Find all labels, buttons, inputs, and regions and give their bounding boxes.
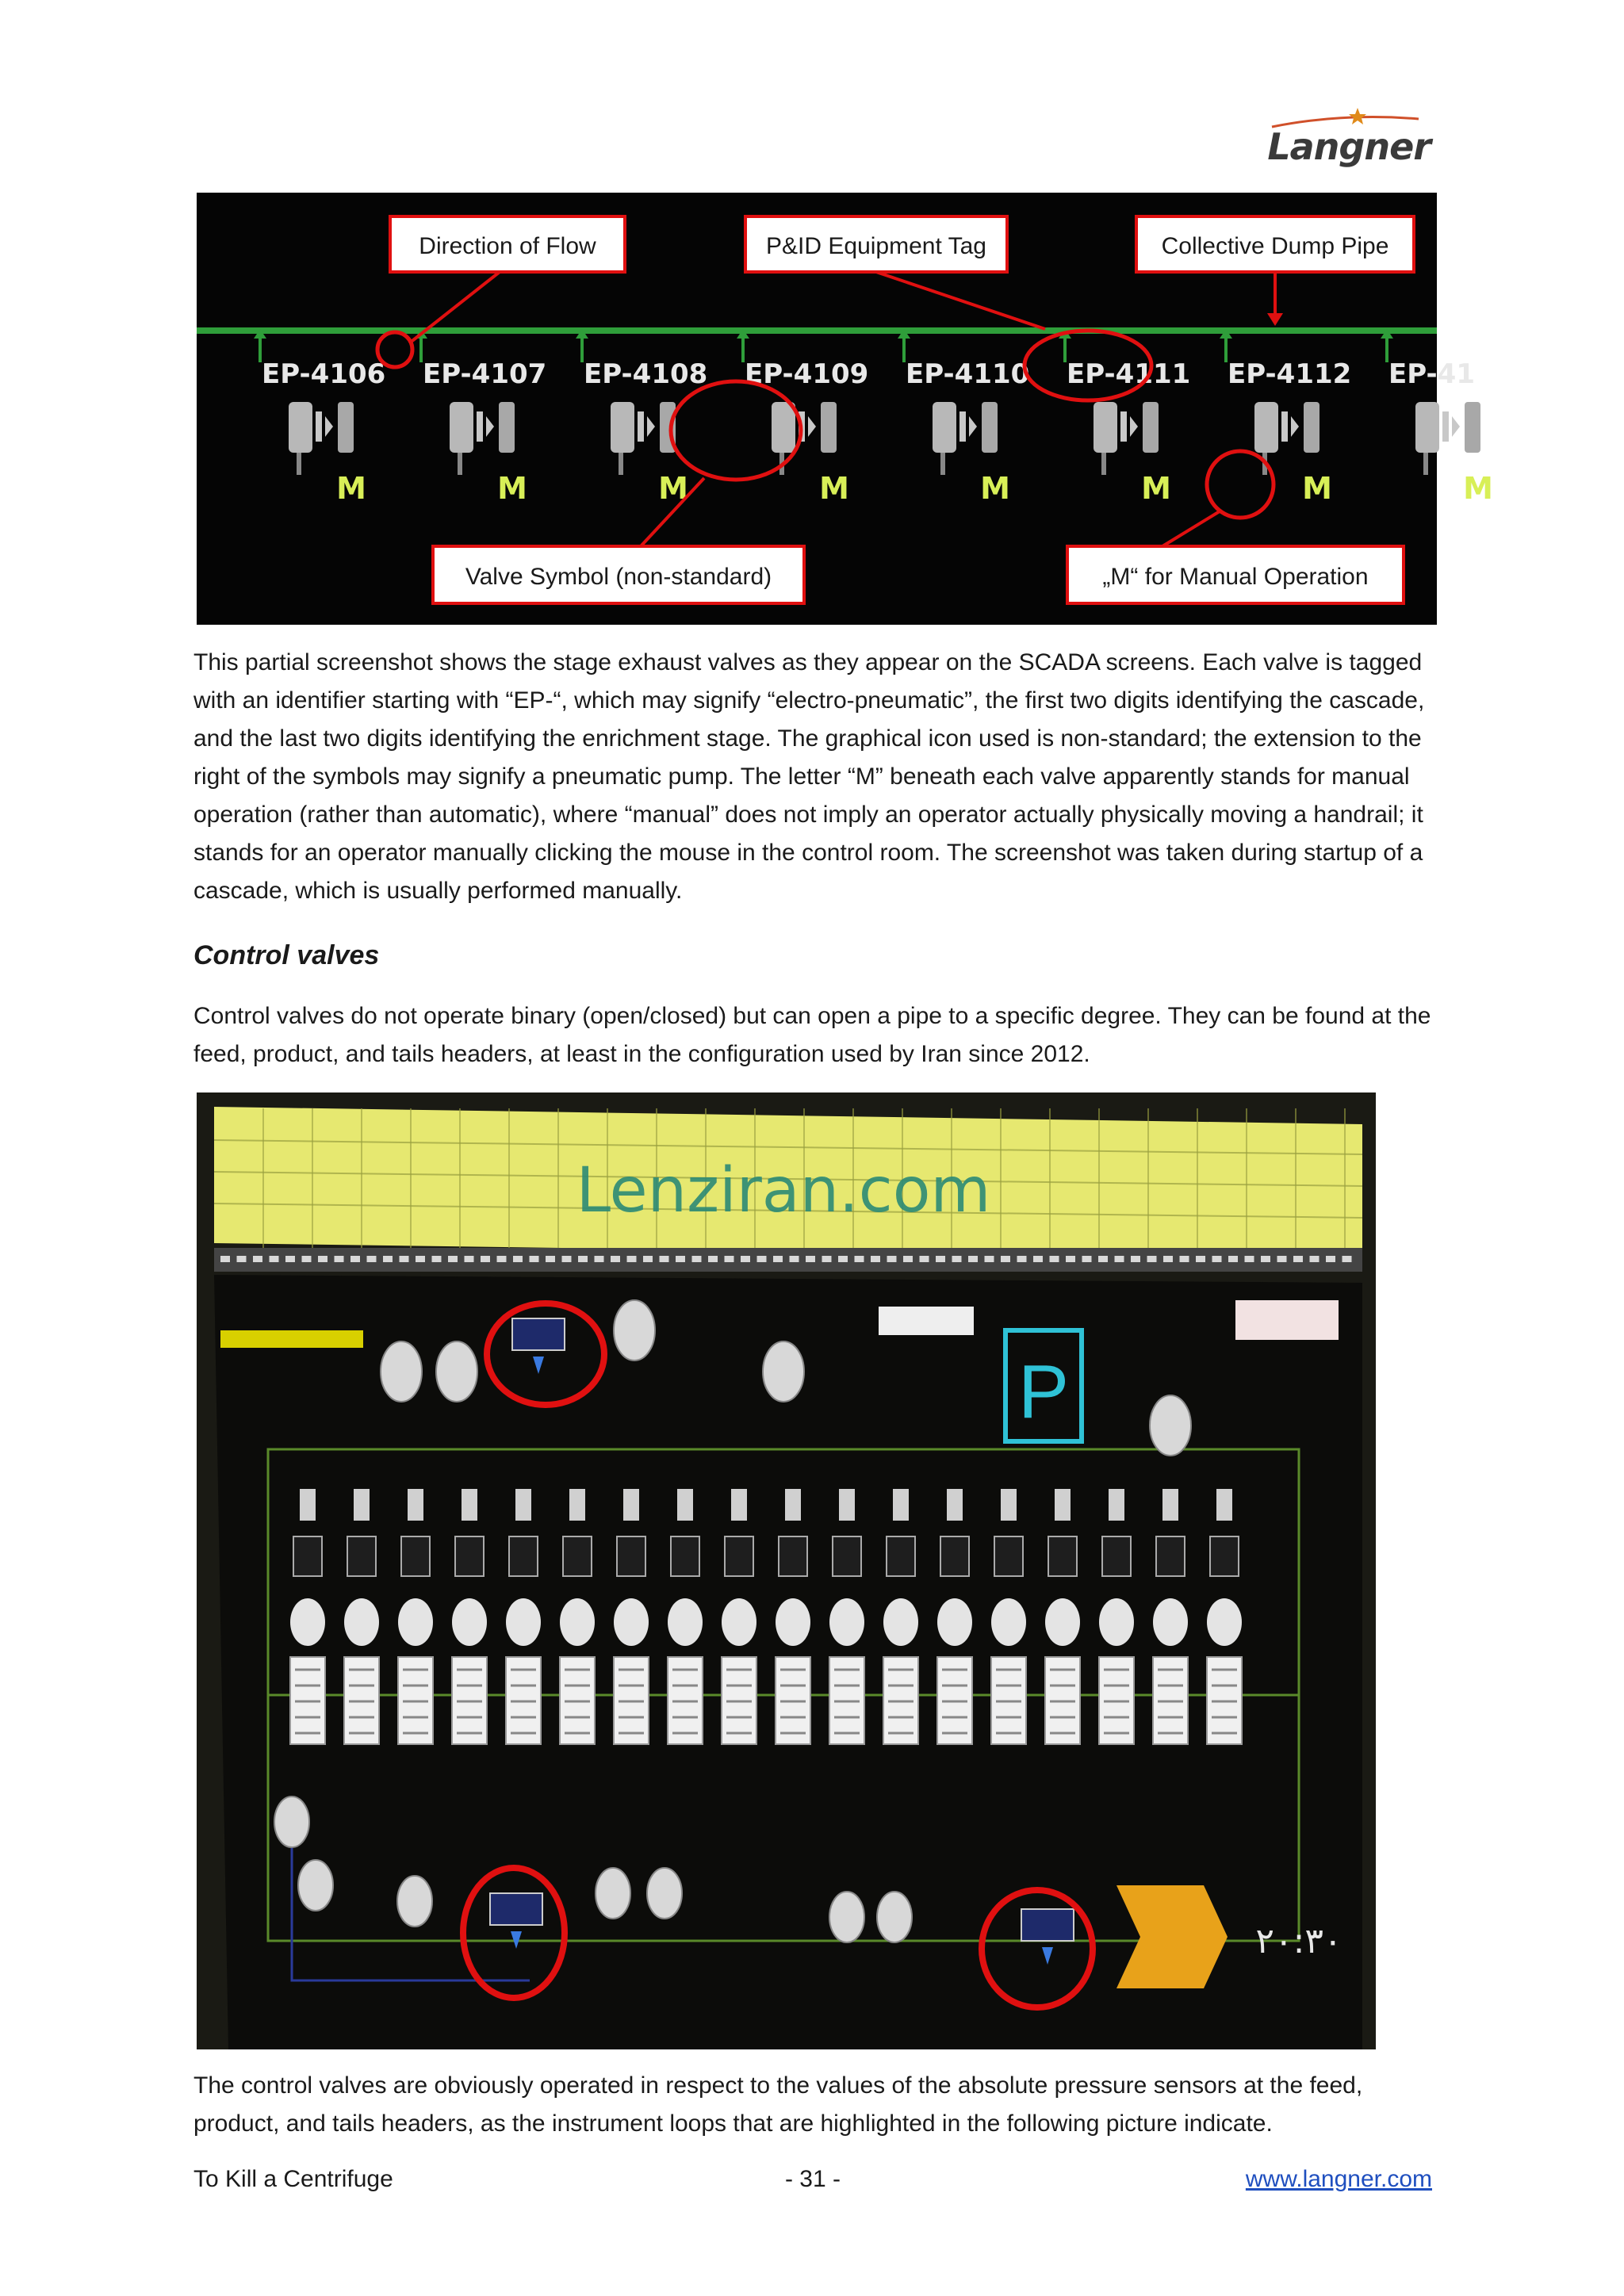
band-dash xyxy=(367,1256,377,1262)
band-dash xyxy=(757,1256,767,1262)
band-dash xyxy=(335,1256,344,1262)
band-dash xyxy=(676,1256,685,1262)
band-dash xyxy=(1082,1256,1092,1262)
pressure-gauge xyxy=(298,1860,333,1911)
pressure-gauge xyxy=(274,1797,309,1847)
band-dash xyxy=(1196,1256,1205,1262)
band-dash xyxy=(448,1256,458,1262)
letter-indicator: P xyxy=(1017,1349,1070,1434)
pressure-gauge xyxy=(381,1341,422,1402)
band-dash xyxy=(1245,1256,1254,1262)
band-dash xyxy=(513,1256,523,1262)
control-valve-box xyxy=(512,1318,565,1350)
indicator-strip xyxy=(220,1330,363,1348)
band-dash xyxy=(318,1256,327,1262)
band-dash xyxy=(773,1256,783,1262)
band-dash xyxy=(1163,1256,1173,1262)
exhaust-valves-diagram xyxy=(197,193,1493,625)
band-dash xyxy=(302,1256,312,1262)
footer-title: To Kill a Centrifuge xyxy=(193,2166,393,2192)
manual-mode-label: M xyxy=(980,471,1010,506)
band-dash xyxy=(497,1256,507,1262)
dump-pipe-line xyxy=(197,327,1437,334)
flow-highlight-circle xyxy=(377,332,412,367)
band-dash xyxy=(1115,1256,1124,1262)
band-dash xyxy=(790,1256,799,1262)
band-dash xyxy=(400,1256,409,1262)
status-box xyxy=(1235,1300,1339,1340)
control-valve-box xyxy=(1021,1909,1074,1941)
band-dash xyxy=(968,1256,978,1262)
figure-control-valves-screen xyxy=(197,1093,1376,2049)
band-dash xyxy=(855,1256,864,1262)
band-dash xyxy=(1001,1256,1010,1262)
band-dash xyxy=(1050,1256,1059,1262)
band-dash xyxy=(1033,1256,1043,1262)
band-dash xyxy=(220,1256,230,1262)
band-dash xyxy=(1310,1256,1320,1262)
band-dash xyxy=(270,1256,279,1262)
band-dash xyxy=(741,1256,750,1262)
manual-mode-label: M xyxy=(819,471,849,506)
valve-symbol-icon xyxy=(289,402,354,475)
manual-mode-label: M xyxy=(658,471,688,506)
footer-link[interactable]: www.langner.com xyxy=(1245,2166,1432,2192)
band-dash xyxy=(806,1256,815,1262)
valve-tag: EP-4106 xyxy=(262,358,386,390)
band-dash xyxy=(465,1256,474,1262)
valve-tag: EP-4112 xyxy=(1228,358,1352,390)
band-dash xyxy=(822,1256,832,1262)
manual-mode-label: M xyxy=(336,471,366,506)
langner-logo xyxy=(1256,101,1431,173)
band-dash xyxy=(1228,1256,1238,1262)
pressure-gauge xyxy=(647,1868,682,1919)
valve-tag: EP-4111 xyxy=(1067,358,1191,390)
control-valve-box xyxy=(490,1893,542,1925)
paragraph-control-valves: Control valves do not operate binary (open/closed) but can open a pipe to a specific degree. They can be found at the feed, product, and tails headers, at least in the configuration used by Iran since 2012. xyxy=(193,1003,1431,1067)
band-dash xyxy=(481,1256,490,1262)
clock-readout: ۲۰:۳۰ xyxy=(1255,1921,1342,1961)
pressure-gauge xyxy=(614,1300,655,1360)
band-dash xyxy=(578,1256,588,1262)
band-dash xyxy=(887,1256,897,1262)
band-dash xyxy=(237,1256,247,1262)
callout-direction-of-flow: Direction of Flow xyxy=(419,233,596,259)
valve-tag: EP-4107 xyxy=(423,358,547,390)
pressure-gauge xyxy=(397,1876,432,1927)
band-dash xyxy=(660,1256,669,1262)
valve-tag: EP-4108 xyxy=(584,358,708,390)
band-dash xyxy=(838,1256,848,1262)
band-dash xyxy=(432,1256,442,1262)
valve-symbol-icon xyxy=(933,402,998,475)
callout-equipment-tag: P&ID Equipment Tag xyxy=(766,233,986,259)
band-dash xyxy=(1293,1256,1303,1262)
band-dash xyxy=(1066,1256,1075,1262)
band-dash xyxy=(1277,1256,1287,1262)
band-dash xyxy=(595,1256,604,1262)
manual-mode-label: M xyxy=(1302,471,1332,506)
callout-valve-symbol: Valve Symbol (non-standard) xyxy=(465,564,772,590)
band-dash xyxy=(611,1256,620,1262)
band-dash xyxy=(562,1256,572,1262)
valve-symbol-icon xyxy=(450,402,515,475)
manual-mode-label: M xyxy=(1463,471,1493,506)
band-dash xyxy=(1131,1256,1140,1262)
band-dash xyxy=(253,1256,262,1262)
band-dash xyxy=(643,1256,653,1262)
page-number: - 31 - xyxy=(784,2166,841,2192)
section-heading-control-valves: Control valves xyxy=(193,940,380,970)
watermark-text: Lenziran.com xyxy=(576,1155,991,1226)
pressure-gauge xyxy=(829,1892,864,1942)
manual-highlight-circle xyxy=(1207,451,1274,518)
band-dash xyxy=(871,1256,880,1262)
pressure-gauge xyxy=(1150,1395,1191,1456)
pressure-gauge xyxy=(596,1868,630,1919)
valve-symbol-icon xyxy=(611,402,676,475)
band-dash xyxy=(1326,1256,1335,1262)
band-dash xyxy=(1342,1256,1352,1262)
callout-manual-operation: „M“ for Manual Operation xyxy=(1102,564,1369,590)
band-dash xyxy=(530,1256,539,1262)
valve-tag: EP-4109 xyxy=(745,358,869,390)
band-dash xyxy=(1180,1256,1189,1262)
valve-tag: EP-4110 xyxy=(906,358,1030,390)
band-dash xyxy=(920,1256,929,1262)
band-dash xyxy=(416,1256,425,1262)
band-dash xyxy=(1147,1256,1157,1262)
logo-text: Langner xyxy=(1267,125,1431,168)
band-dash xyxy=(285,1256,295,1262)
band-dash xyxy=(708,1256,718,1262)
band-dash xyxy=(546,1256,555,1262)
paragraph-pressure-loops: The control valves are obviously operated in respect to the values of the absolute pressure sensors at the feed, product, and tails headers, as the instrument loops that are highlighted in the following picture indicate. xyxy=(193,2072,1363,2137)
manual-mode-label: M xyxy=(497,471,527,506)
control-valves-screenshot xyxy=(197,1093,1376,2049)
valve-symbol-icon xyxy=(1415,402,1480,475)
band-dash xyxy=(383,1256,393,1262)
label-box xyxy=(879,1307,974,1335)
callout-dump-pipe: Collective Dump Pipe xyxy=(1161,233,1389,259)
band-dash xyxy=(350,1256,360,1262)
band-dash xyxy=(725,1256,734,1262)
band-dash xyxy=(627,1256,637,1262)
band-dash xyxy=(952,1256,962,1262)
band-dash xyxy=(1212,1256,1222,1262)
band-dash xyxy=(936,1256,945,1262)
pressure-gauge xyxy=(763,1341,804,1402)
arrow-down-icon xyxy=(1267,313,1283,326)
manual-mode-label: M xyxy=(1141,471,1171,506)
figure-exhaust-valves xyxy=(197,193,1493,625)
valve-symbol-icon xyxy=(1094,402,1159,475)
pressure-gauge xyxy=(436,1341,477,1402)
band-dash xyxy=(985,1256,994,1262)
band-dash xyxy=(1261,1256,1270,1262)
paragraph-exhaust-valves: This partial screenshot shows the stage exhaust valves as they appear on the SCADA screens. Each valve is tagged with an identifier starting with “EP-“, which may signify “electro-pneumatic”, the first two digits identifying the cascade, and the last two digits identifying the enrichment stage. The graphical icon used is non-standard; the extension to the right of the symbols may signify a pneumatic pump. The letter “M” beneath each valve apparently stands for manual operation (rather than automatic), where “manual” does not imply an operator actually physically moving a handrail; it stands for an operator manually clicking the mouse in the control room. The screenshot was taken during startup of a cascade, which is usually performed manually. xyxy=(193,649,1425,904)
valve-tag: EP-41 xyxy=(1388,358,1475,390)
band-dash xyxy=(1098,1256,1108,1262)
pressure-gauge xyxy=(877,1892,912,1942)
band-dash xyxy=(692,1256,702,1262)
page-footer xyxy=(193,2166,1432,2206)
band-dash xyxy=(903,1256,913,1262)
band-dash xyxy=(1017,1256,1027,1262)
